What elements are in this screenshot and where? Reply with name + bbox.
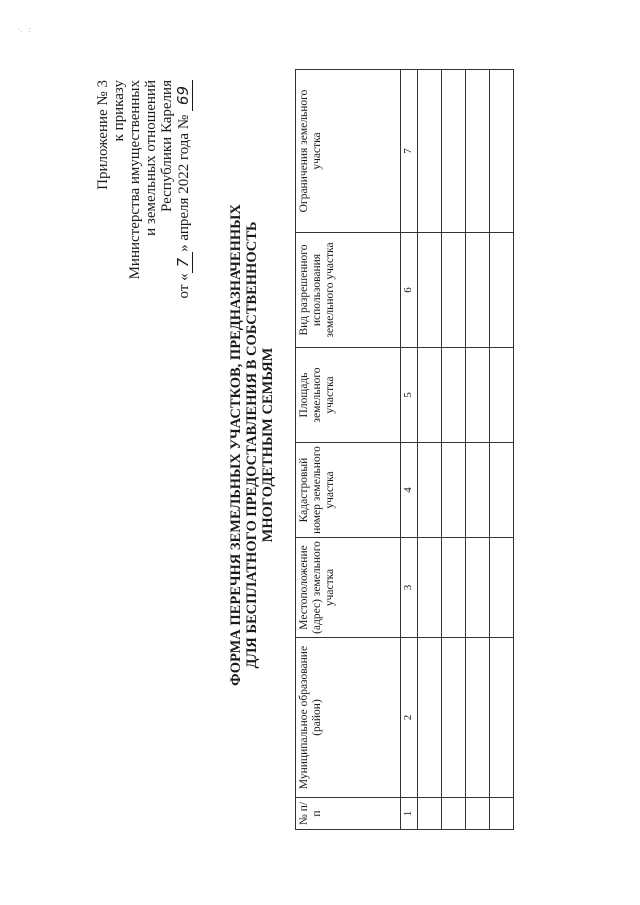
table-cell [466, 538, 490, 638]
header-cell: № п/п [296, 798, 401, 830]
column-number: 1 [401, 798, 418, 830]
order-date-line [175, 80, 192, 320]
table-cell [442, 348, 466, 443]
title-line: ФОРМА ПЕРЕЧНЯ ЗЕМЕЛЬНЫХ УЧАСТКОВ, ПРЕДНАЗНАЧЕННЫХ [228, 204, 244, 686]
appendix-line: Приложение № 3 [95, 80, 111, 190]
table-cell [418, 70, 442, 233]
table-header-row [296, 70, 401, 830]
table-cell [466, 638, 490, 798]
table-cell [490, 638, 514, 798]
table-cell [490, 538, 514, 638]
table-cell [418, 798, 442, 830]
title-line: ДЛЯ БЕСПЛАТНОГО ПРЕДОСТАВЛЕНИЯ В СОБСТВЕННОСТЬ [244, 221, 260, 669]
header-cell: Муниципальное образование (район) [296, 638, 401, 798]
table-row [418, 70, 442, 830]
table-row [490, 70, 514, 830]
table-cell [418, 638, 442, 798]
table-cell [466, 443, 490, 538]
table-cell [466, 798, 490, 830]
header-cell: Площадь земельного участка [296, 348, 401, 443]
column-number: 4 [401, 443, 418, 538]
table-row [466, 70, 490, 830]
table-cell [418, 538, 442, 638]
title-line: МНОГОДЕТНЫМ СЕМЬЯМ [260, 347, 276, 543]
header-cell: Ограничения земельного участка [296, 70, 401, 233]
table-cell [490, 443, 514, 538]
date-mid: » апреля 2022 года № [176, 114, 192, 252]
table-cell [442, 798, 466, 830]
appendix-line: Республики Карелия [159, 80, 175, 213]
table-cell [418, 233, 442, 348]
handwritten-day: 7 [174, 252, 193, 274]
header-cell: Вид разрешенного использования земельного участка [296, 233, 401, 348]
table-cell [490, 348, 514, 443]
table-cell [466, 70, 490, 233]
table-cell [466, 233, 490, 348]
column-number: 6 [401, 233, 418, 348]
land-plots-table [295, 70, 495, 830]
table-cell [490, 70, 514, 233]
table-cell [442, 70, 466, 233]
table-row [442, 70, 466, 830]
appendix-line: и земельных отношений [143, 80, 159, 236]
table-cell [442, 638, 466, 798]
table-cell [418, 348, 442, 443]
table-cell [418, 443, 442, 538]
table-cell [442, 443, 466, 538]
document-title [228, 165, 276, 725]
table-cell [442, 538, 466, 638]
appendix-line: Министерства имущественных [127, 80, 143, 280]
column-number: 5 [401, 348, 418, 443]
handwritten-order-number: 69 [174, 80, 193, 111]
table-cell [490, 798, 514, 830]
column-number-row [401, 70, 418, 830]
header-cell: Местоположение (адрес) земельного участка [296, 538, 401, 638]
table-cell [490, 233, 514, 348]
date-prefix: от « [176, 273, 192, 299]
appendix-line: к приказу [111, 80, 127, 142]
scan-speck: ·. ·: [18, 25, 31, 34]
appendix-block [95, 80, 192, 320]
column-number: 7 [401, 70, 418, 233]
column-number: 2 [401, 638, 418, 798]
column-number: 3 [401, 538, 418, 638]
table-cell [466, 348, 490, 443]
table-cell [442, 233, 466, 348]
header-cell: Кадастровый номер земельного участка [296, 443, 401, 538]
